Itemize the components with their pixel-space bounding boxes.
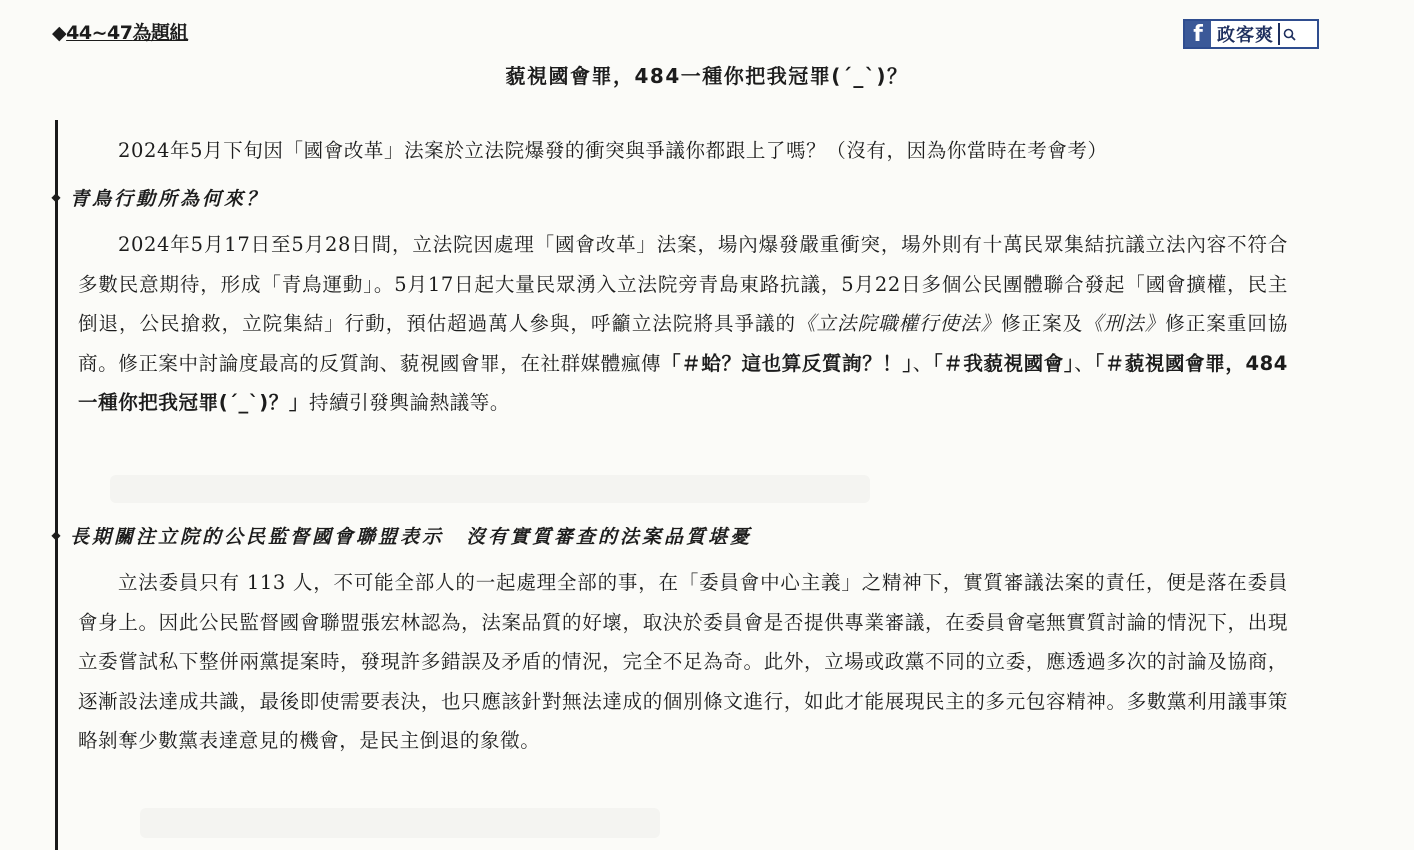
facebook-icon: f (1185, 21, 1211, 47)
source-watermark (1183, 19, 1319, 49)
question-range: 44~47 (66, 22, 133, 44)
hashtag: 「＃蛤？這也算反質詢？！」 (661, 351, 913, 375)
separator: 、 (1074, 351, 1095, 375)
paragraph-text: 2024年5月17日至5月28日間，立法院因處理「國會改革」法案，場內爆發嚴重衝突，場外則有十萬民眾集結抗議立法內容不符合多數民意期待，形成「青鳥運動」。5月17日起大量民眾湧入立法院旁青島東路抗議，5月22日多個公民團體聯合發起「國會擴權，民主倒退，公民搶救，立院集結」行動，預估超過萬人參與，呼籲立法院將具爭議的 (78, 233, 1288, 335)
section-heading-bluebird: 青鳥行動所為何來？ (70, 188, 269, 210)
law-name: 《立法院職權行使法》 (796, 312, 1002, 335)
bullet-marker: ◆ (51, 190, 61, 204)
watchdog-paragraph: 立法委員只有 113 人，不可能全部人的一起處理全部的事，在「委員會中心主義」之精神下，實質審議法案的責任，便是落在委員會身上。因此公民監督國會聯盟張宏林認為，法案品質的好壞，取決於委員會是否提供專業審議，在委員會毫無實質討論的情況下，出現立委嘗試私下整併兩黨提案時，發現許多錯誤及矛盾的情況，完全不足為奇。此外，立場或政黨不同的立委，應透過多次的討論及協商，逐漸設法達成共識，最後即使需要表決，也只應該針對無法達成的個別條文進行，如此才能展現民主的多元包容精神。多數黨利用議事策略剝奪少數黨表達意見的機會，是民主倒退的象徵。 (78, 571, 1288, 752)
article-title: 藐視國會罪，484一種你把我冠罪(ˊ_ˋ)？ (505, 64, 909, 88)
brand-name: 政客爽 (1217, 25, 1274, 46)
paragraph-text: 修正案重回協商。修正案中討論度最高的反質詢、藐視國會罪，在社群媒體瘋傳 (78, 312, 1288, 375)
scan-smudge (140, 808, 660, 838)
bullet-marker: ◆ (51, 528, 61, 542)
question-group-label: ◆44~47為題組 (52, 22, 188, 44)
law-name: 《刑法》 (1083, 312, 1166, 335)
paragraph-text: 修正案及 (1001, 312, 1084, 335)
bluebird-paragraph (78, 225, 1288, 423)
separator: 、 (912, 351, 933, 375)
section-heading-watchdog: 長期關注立院的公民監督國會聯盟表示 沒有實質審查的法案品質堪憂 (70, 526, 753, 548)
hashtag: 「＃我藐視國會」 (932, 351, 1075, 375)
search-icon (1278, 23, 1298, 45)
question-group-suffix: 為題組 (132, 22, 188, 44)
intro-paragraph: 2024年5月下旬因「國會改革」法案於立法院爆發的衝突與爭議你都跟上了嗎？（沒有，因為你當時在考會考） (118, 139, 1108, 162)
paragraph-text: 持續引發輿論熱議等。 (308, 391, 510, 414)
hashtag: 「＃藐視國會罪，484一種你把我冠罪(ˊ_ˋ)？」 (78, 351, 1288, 414)
scan-smudge (110, 475, 870, 503)
margin-line (55, 120, 58, 850)
